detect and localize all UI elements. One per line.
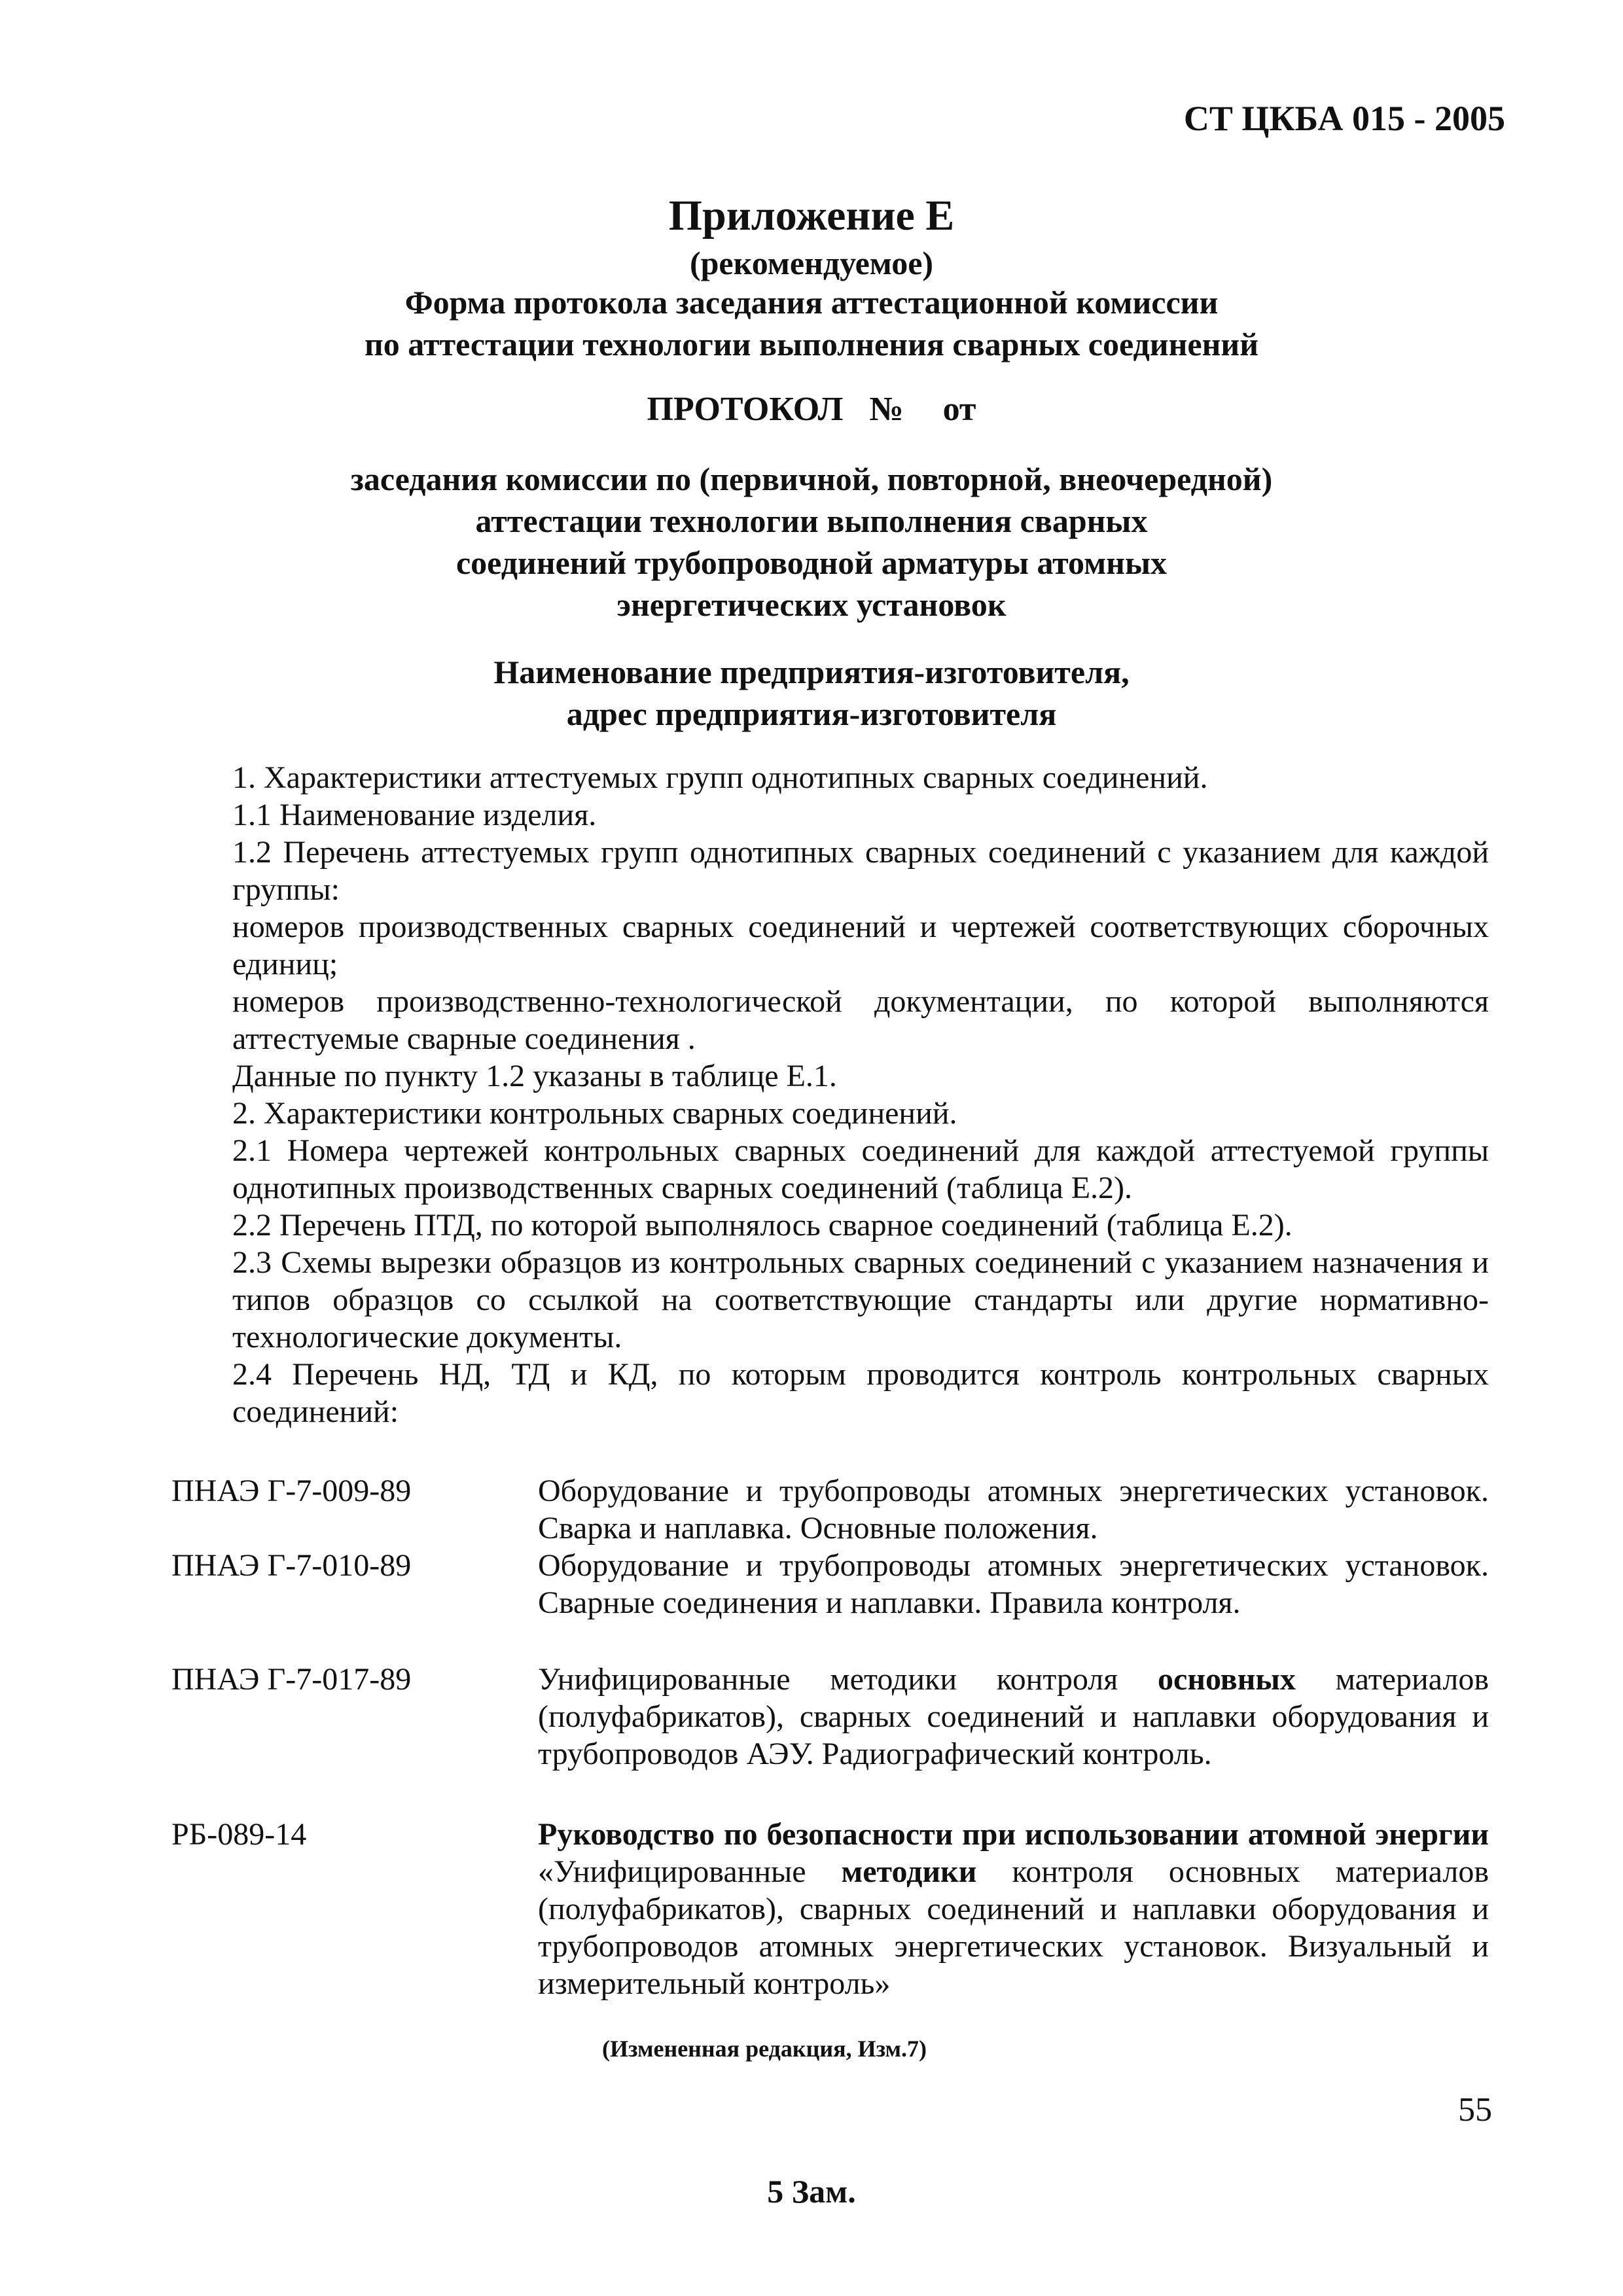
enterprise-address: адрес предприятия-изготовителя bbox=[566, 696, 1057, 732]
protocol-date-label: от bbox=[942, 391, 976, 428]
protocol-label: ПРОТОКОЛ bbox=[647, 391, 844, 428]
reference-title: Оборудование и трубопроводы атомных энергетических установок. Сварные соединения и наплавки. Правила контроля. bbox=[538, 1548, 1489, 1620]
protocol-body bbox=[232, 759, 1489, 1430]
protocol-heading bbox=[0, 390, 1623, 429]
paragraph: 2.1 Номера чертежей контрольных сварных соединений для каждой аттестуемой группы однотипных производственных сварных соединений (таблица Е.2). bbox=[232, 1133, 1489, 1205]
reference-list bbox=[171, 1472, 1489, 2002]
paragraph: 1.2 Перечень аттестуемых групп однотипных сварных соединений с указанием для каждой группы: bbox=[232, 835, 1489, 907]
paragraph: 1.1 Наименование изделия. bbox=[232, 798, 597, 832]
appendix-status: (рекомендуемое) bbox=[689, 245, 934, 281]
enterprise-block bbox=[0, 651, 1623, 735]
change-mark: 5 Зам. bbox=[767, 2173, 856, 2210]
paragraph: 2. Характеристики контрольных сварных соединений. bbox=[232, 1096, 957, 1131]
paragraph: 2.2 Перечень ПТД, по которой выполнялось сварное соединений (таблица Е.2). bbox=[232, 1208, 1293, 1243]
page-number: 55 bbox=[1458, 2091, 1492, 2128]
paragraph: Данные по пункту 1.2 указаны в таблице Е.1. bbox=[232, 1059, 837, 1093]
reference-code: ПНАЭ Г-7-017-89 bbox=[171, 1662, 412, 1697]
form-title-line-1: Форма протокола заседания аттестационной комиссии bbox=[404, 284, 1219, 321]
session-description bbox=[0, 458, 1623, 626]
form-title-line-2: по аттестации технологии выполнения сварных соединений bbox=[364, 326, 1258, 362]
form-title bbox=[0, 281, 1623, 365]
paragraph: 2.4 Перечень НД, ТД и КД, по которым проводится контроль контрольных сварных соединений: bbox=[232, 1357, 1489, 1429]
amendment-note: (Измененная редакция, Изм.7) bbox=[602, 2036, 927, 2062]
session-line-2: аттестации технологии выполнения сварных bbox=[475, 503, 1148, 539]
document-code: СТ ЦКБА 015 - 2005 bbox=[1183, 99, 1505, 138]
reference-code: РБ-089-14 bbox=[171, 1817, 307, 1852]
session-line-4: энергетических установок bbox=[616, 586, 1007, 623]
enterprise-name: Наименование предприятия-изготовителя, bbox=[493, 654, 1130, 690]
paragraph: номеров производственных сварных соединений и чертежей соответствующих сборочных единиц; bbox=[232, 910, 1489, 981]
reference-item bbox=[171, 1547, 1489, 1621]
appendix-title: Приложение Е bbox=[668, 192, 955, 239]
reference-item bbox=[171, 1816, 1489, 2002]
reference-item bbox=[171, 1472, 1489, 1547]
reference-item bbox=[171, 1661, 1489, 1773]
reference-title: Унифицированные методики контроля основных материалов (полуфабрикатов), сварных соединений и наплавки оборудования и трубопроводов АЭУ. Радиографический контроль. bbox=[538, 1662, 1489, 1771]
paragraph: номеров производственно-технологической документации, по которой выполняются аттестуемые сварные соединения . bbox=[232, 984, 1489, 1056]
protocol-number-sign: № bbox=[869, 391, 904, 428]
reference-code: ПНАЭ Г-7-010-89 bbox=[171, 1548, 412, 1583]
session-line-3: соединений трубопроводной арматуры атомных bbox=[455, 544, 1168, 581]
reference-code: ПНАЭ Г-7-009-89 bbox=[171, 1474, 412, 1508]
session-line-1: заседания комиссии по (первичной, повторной, внеочередной) bbox=[350, 461, 1273, 497]
paragraph: 1. Характеристики аттестуемых групп однотипных сварных соединений. bbox=[232, 760, 1208, 795]
reference-title: Руководство по безопасности при использовании атомной энергии «Унифицированные методики контроля основных материалов (полуфабрикатов), сварных соединений и наплавки оборудования и трубопроводов атомных энергетических установок. Визуальный и измерительный контроль» bbox=[538, 1817, 1489, 2001]
reference-title: Оборудование и трубопроводы атомных энергетических установок. Сварка и наплавка. Основные положения. bbox=[538, 1474, 1489, 1545]
paragraph: 2.3 Схемы вырезки образцов из контрольных сварных соединений с указанием назначения и типов образцов со ссылкой на соответствующие стандарты или другие нормативно-технологические документы. bbox=[232, 1245, 1489, 1354]
